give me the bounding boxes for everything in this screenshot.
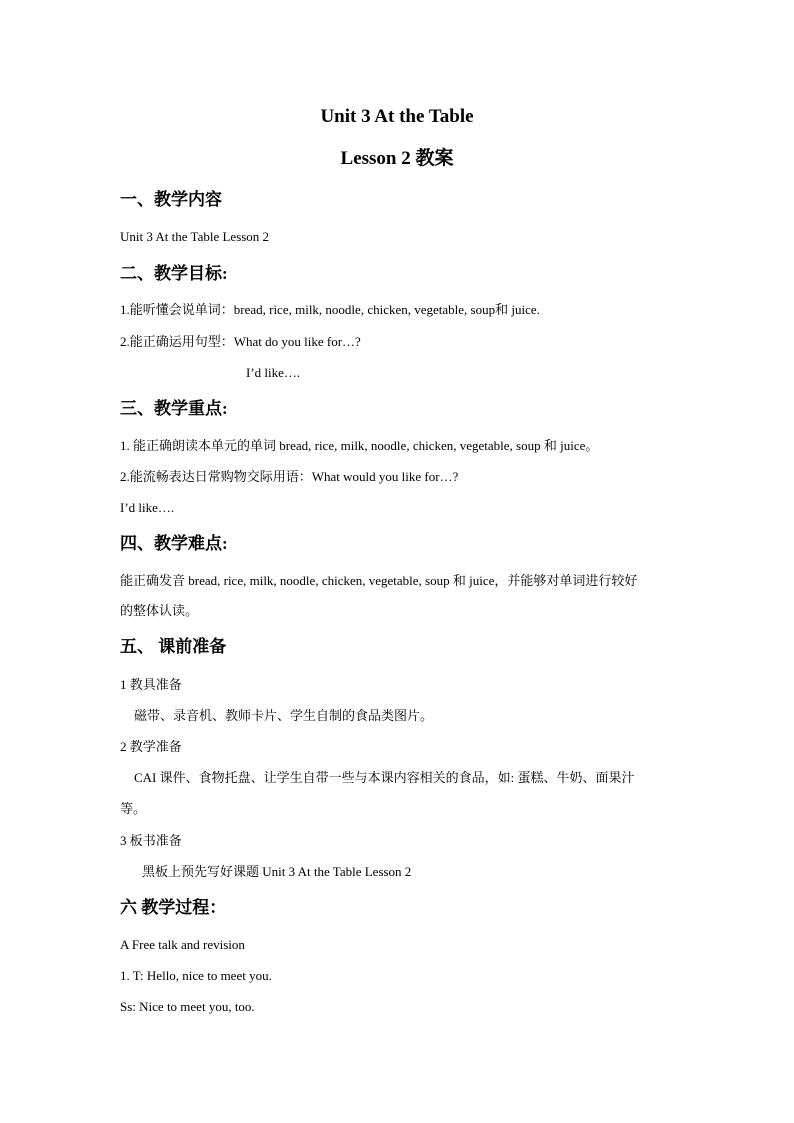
key-point-1: 1. 能正确朗读本单元的单词 bread, rice, milk, noodle, chicken, vegetable, soup 和 juice。 [120,438,599,453]
document-subtitle: Lesson 2 教案 [340,148,454,169]
procedure-dialogue-teacher: 1. T: Hello, nice to meet you. [120,968,272,983]
difficulty-text-line-1: 能正确发音 bread, rice, milk, noodle, chicken, vegetable, soup 和 juice，并能够对单词进行较好 [120,573,638,588]
preparation-item-3-text: 黑板上预先写好课题 Unit 3 At the Table Lesson 2 [142,864,412,879]
key-point-2: 2.能流畅表达日常购物交际用语：What would you like for…? [120,469,459,484]
objective-item-2-sentence: I’d like…. [246,365,301,380]
key-point-2-sentence: I’d like…. [120,500,175,515]
preparation-item-1-title: 1 教具准备 [120,677,182,692]
section-heading-preparation: 五、 课前准备 [120,637,227,656]
preparation-item-1-text: 磁带、录音机、教师卡片、学生自制的食品类图片。 [134,708,434,723]
document-title: Unit 3 At the Table [320,106,474,127]
procedure-dialogue-students: Ss: Nice to meet you, too. [120,999,255,1014]
preparation-item-2-text: CAI 课件、食物托盘、让学生自带一些与本课内容相关的食品，如: 蛋糕、牛奶、面果汁 [134,770,635,785]
objective-item-2: 2.能正确运用句型：What do you like for…? [120,334,361,349]
section-heading-procedure: 六 教学过程： [120,898,227,917]
section-heading-objectives: 二、教学目标: [120,264,228,283]
procedure-step-a: A Free talk and revision [120,937,245,952]
objective-item-1: 1.能听懂会说单词：bread, rice, milk, noodle, chicken, vegetable, soup和 juice. [120,302,540,317]
section-content-text: Unit 3 At the Table Lesson 2 [120,229,270,244]
difficulty-text-line-2: 的整体认读。 [120,603,199,618]
preparation-item-2-text-cont: 等。 [120,801,147,816]
preparation-item-2-title: 2 教学准备 [120,739,182,754]
section-heading-key-points: 三、教学重点: [120,399,228,418]
preparation-item-3-title: 3 板书准备 [120,833,182,848]
section-heading-content: 一、教学内容 [120,190,222,209]
section-heading-difficulties: 四、教学难点: [120,534,228,553]
